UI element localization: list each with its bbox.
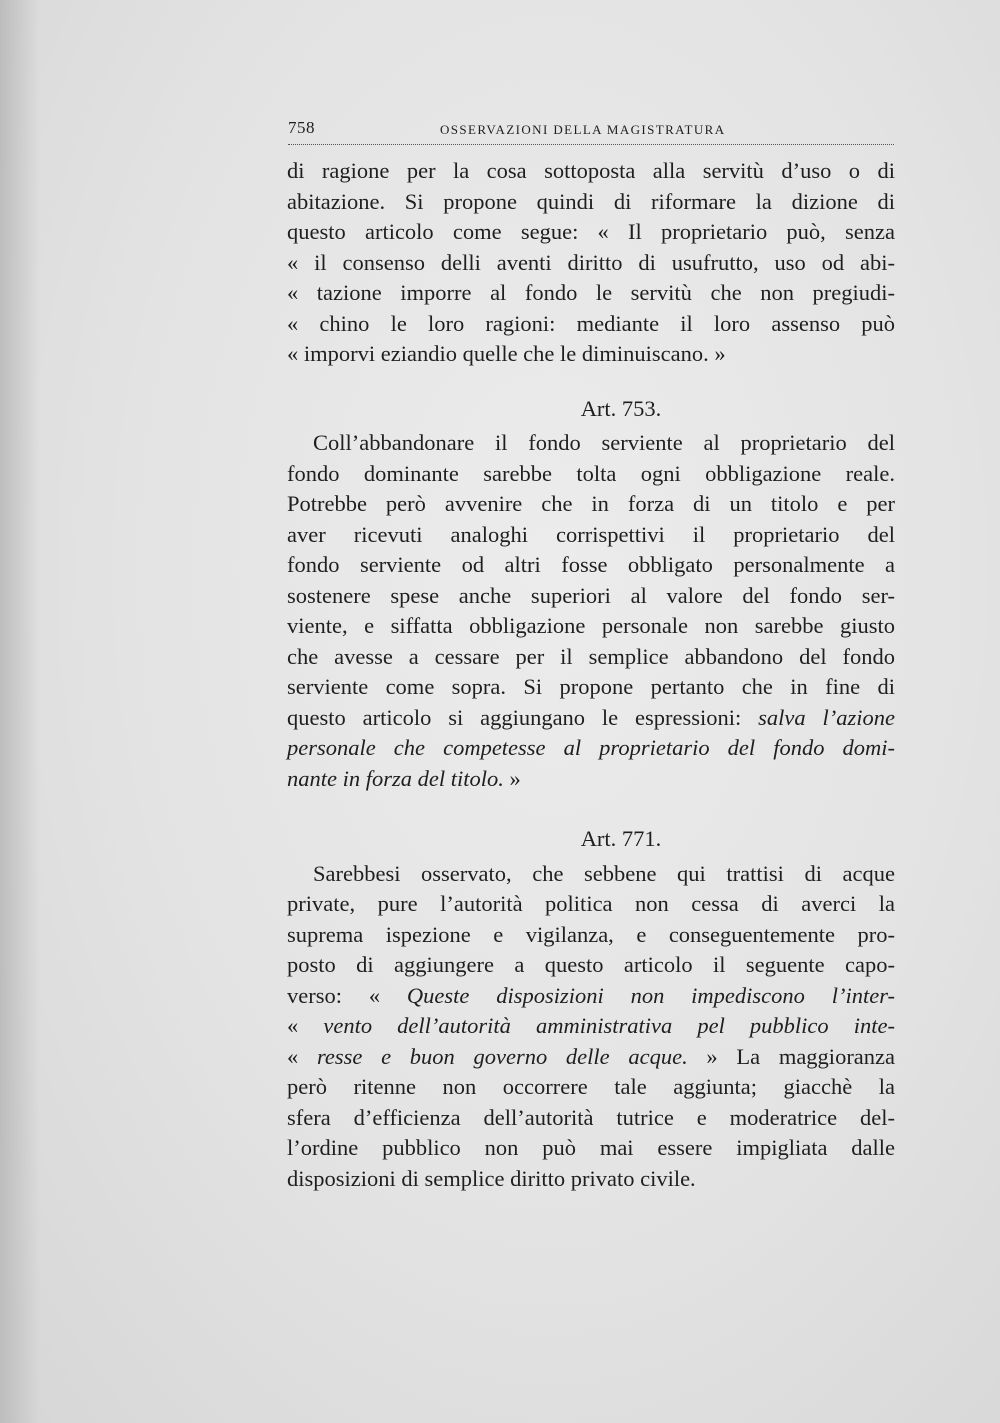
text-line: « tazione imporre al fondo le servitù che non pregiudi- <box>287 280 895 305</box>
text-line <box>287 733 895 764</box>
text-line: posto di aggiungere a questo articolo il seguente capo- <box>287 952 895 977</box>
paragraph-art-771 <box>287 859 895 1195</box>
italic-quote: vento dell’autorità amministrativa pel pubblico inte- <box>323 1013 895 1038</box>
text-line <box>287 1042 895 1073</box>
running-head: OSSERVAZIONI DELLA MAGISTRATURA <box>440 122 726 137</box>
italic-quote: personale che competesse al proprietario del fondo domi- <box>287 735 895 760</box>
text-line <box>287 981 895 1012</box>
body-text <box>287 156 895 1194</box>
text-segment: verso: « <box>287 982 407 1008</box>
paragraph-art-753 <box>287 428 895 794</box>
text-segment: questo articolo si aggiungano le espressioni: <box>287 704 759 730</box>
paragraph-continuation <box>287 156 895 370</box>
text-line: sostenere spese anche superiori al valore del fondo ser- <box>287 582 895 608</box>
text-line: disposizioni di semplice diritto privato civile. <box>287 1165 696 1191</box>
article-heading-771: Art. 771. <box>580 826 662 851</box>
italic-quote: nante in forza del titolo. <box>287 765 504 791</box>
text-line: private, pure l’autorità politica non cessa di averci la <box>287 891 895 916</box>
text-line: serviente come sopra. Si propone pertanto che in fine di <box>287 674 895 699</box>
text-line: « chino le loro ragioni: mediante il loro assenso può <box>287 310 895 336</box>
text-line <box>287 703 895 734</box>
text-segment: « <box>287 1013 324 1038</box>
italic-quote: resse e buon governo delle acque. <box>316 1043 688 1069</box>
page-number: 758 <box>288 118 315 137</box>
text-segment: » <box>503 765 521 791</box>
text-line: Sarebbesi osservato, che sebbene qui trattisi di acque <box>313 860 895 886</box>
text-line: « il consenso delli aventi diritto di usufrutto, uso od abi- <box>287 249 895 275</box>
text-line: aver ricevuti analoghi corrispettivi il proprietario del <box>287 521 895 547</box>
text-line: Potrebbe però avvenire che in forza di un titolo e per <box>287 491 895 516</box>
text-line: viente, e siffatta obbligazione personale non sarebbe giusto <box>287 613 895 638</box>
text-line: di ragione per la cosa sottoposta alla servitù d’uso o di <box>287 158 895 183</box>
binding-shadow <box>0 0 40 1423</box>
italic-quote: salva l’azione <box>758 704 896 730</box>
text-line: fondo dominante sarebbe tolta ogni obbligazione reale. <box>287 460 895 486</box>
text-line: però ritenne non occorrere tale aggiunta; giacchè la <box>287 1074 895 1099</box>
text-line: suprema ispezione e vigilanza, e conseguentemente pro- <box>287 921 895 947</box>
text-line: fondo serviente od altri fosse obbligato personalmente a <box>287 552 895 577</box>
text-line <box>287 764 895 795</box>
text-segment: « <box>287 1043 317 1069</box>
text-line: l’ordine pubblico non può mai essere impigliata dalle <box>287 1135 895 1160</box>
text-line: Coll’abbandonare il fondo serviente al proprietario del <box>313 430 895 455</box>
text-line: sfera d’efficienza dell’autorità tutrice e moderatrice del- <box>287 1104 895 1130</box>
text-line: « imporvi eziandio quelle che le diminuiscano. » <box>287 341 726 366</box>
text-line <box>287 1011 895 1042</box>
text-line: questo articolo come segue: « Il proprietario può, senza <box>287 219 895 244</box>
page-header <box>288 118 894 145</box>
italic-quote: Queste disposizioni non impediscono l’inter- <box>406 982 895 1008</box>
article-heading-753: Art. 753. <box>580 395 662 421</box>
text-line: che avesse a cessare per il semplice abbandono del fondo <box>287 643 895 669</box>
text-segment: » La maggioranza <box>687 1043 896 1069</box>
text-line: abitazione. Si propone quindi di riformare la dizione di <box>287 188 895 214</box>
